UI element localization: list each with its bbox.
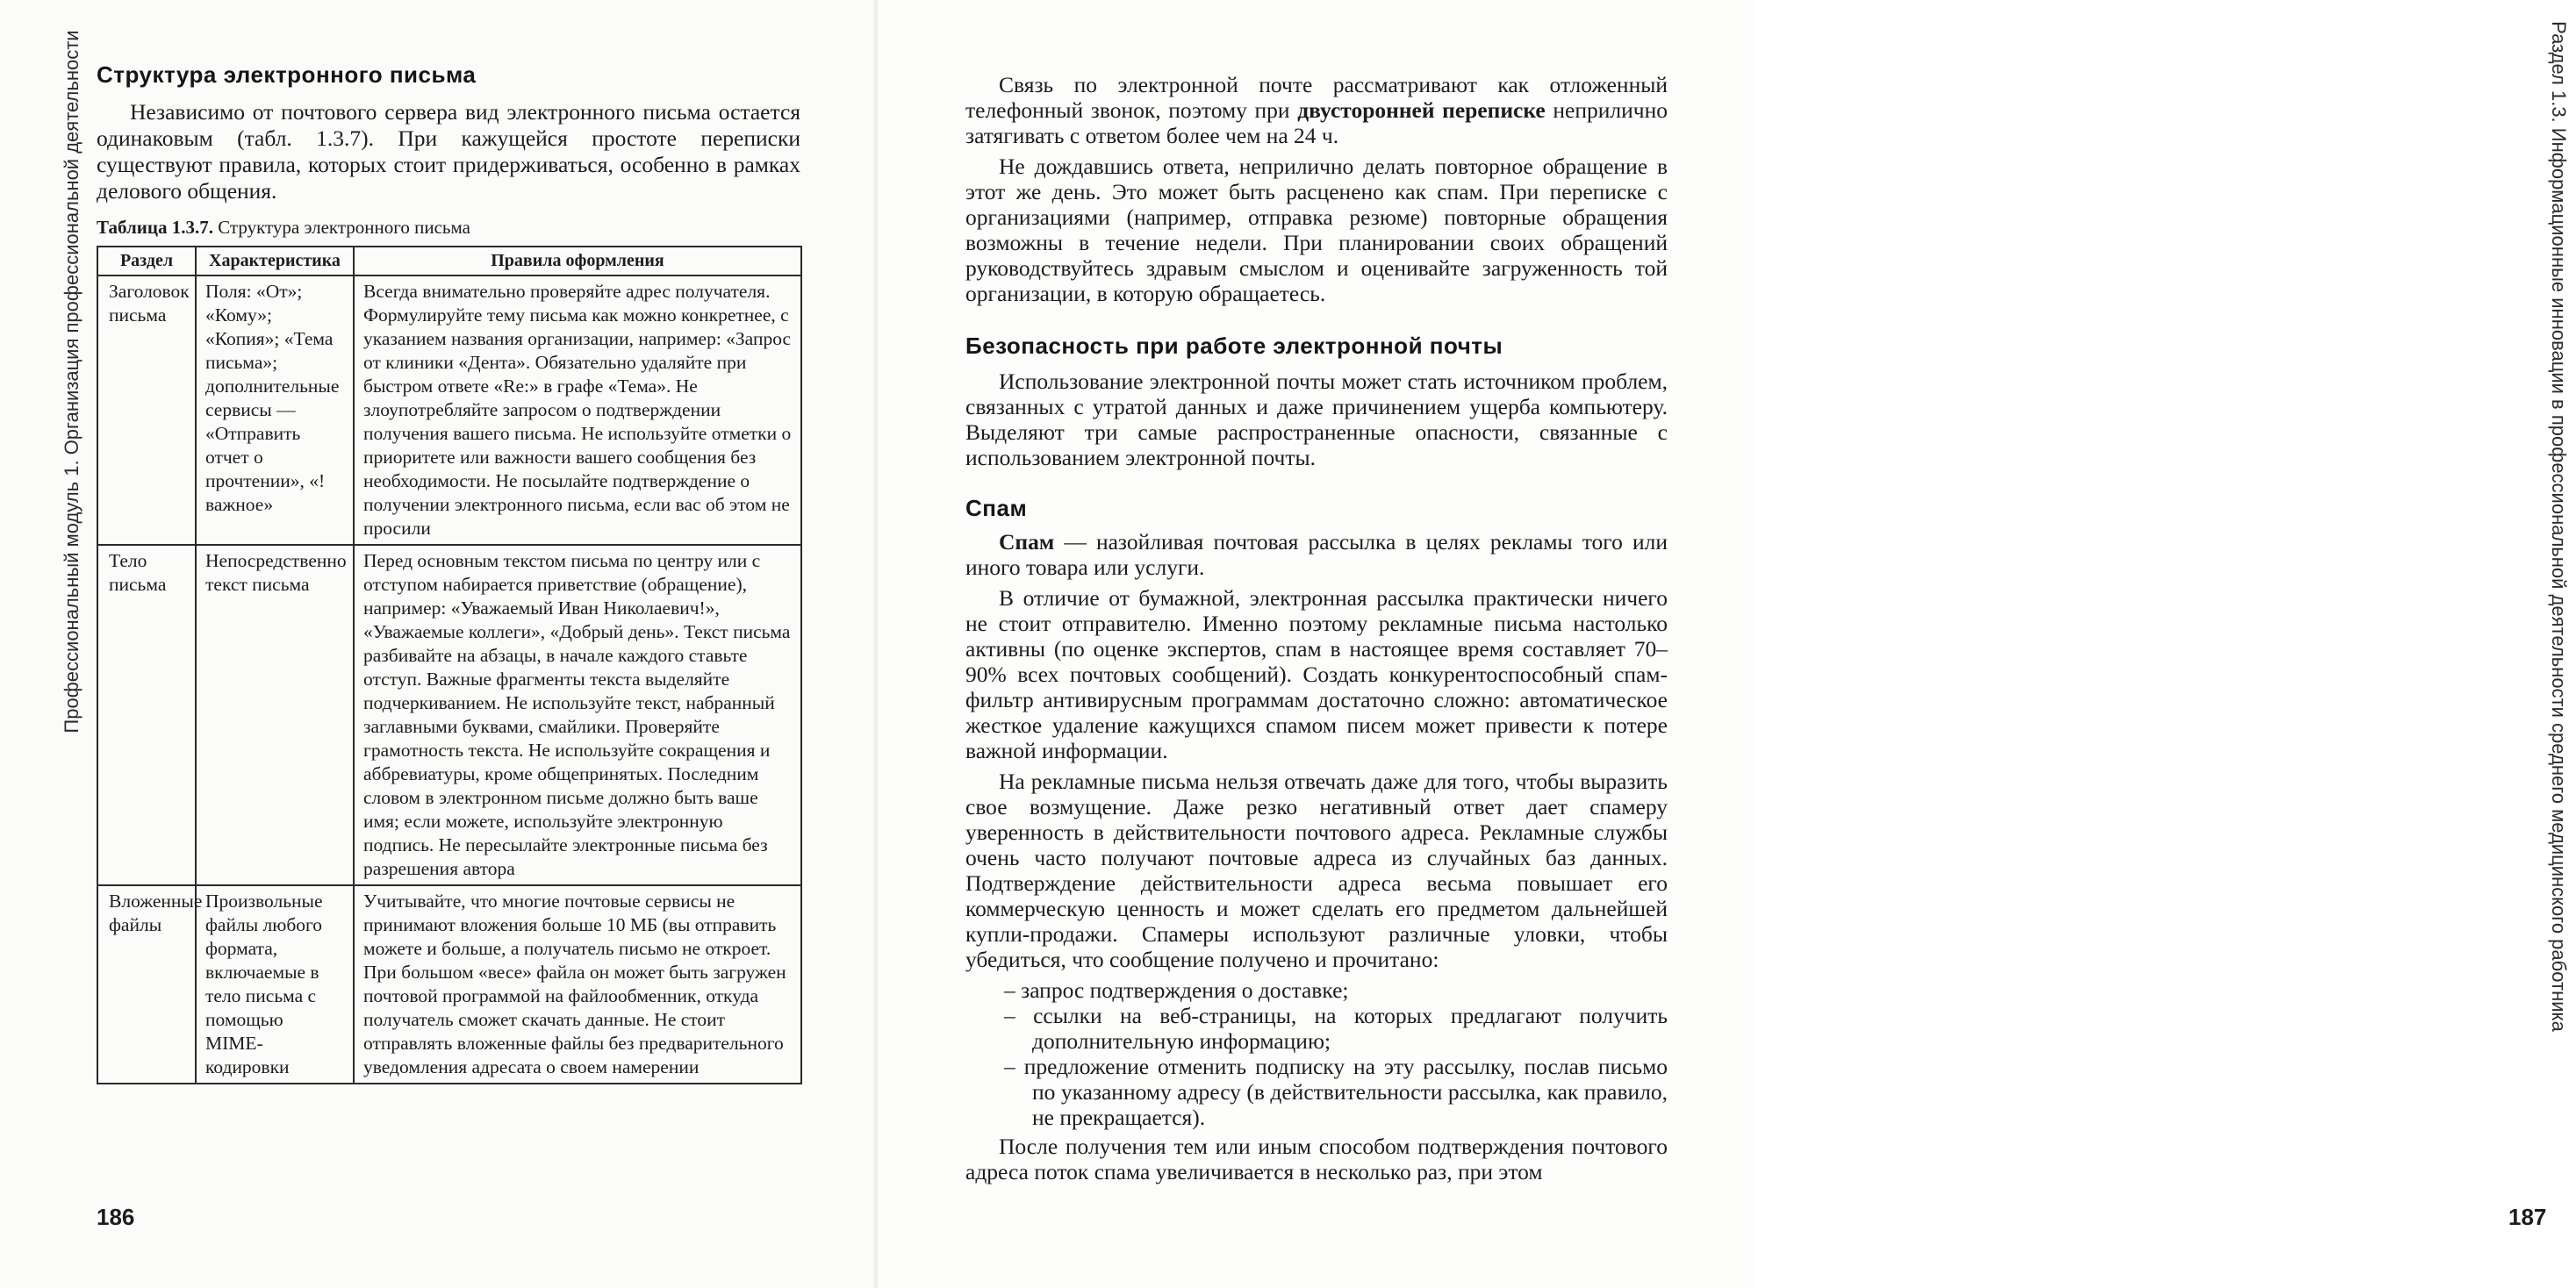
- table-row: [97, 885, 801, 1084]
- left-running-head: [54, 30, 90, 733]
- paragraph-text: Связь по электронной почте рассматривают как отложенный телефонный звонок, поэтому при: [965, 72, 1668, 123]
- left-column: [97, 61, 800, 1084]
- bold-term-two-way-correspondence: двусторонней переписке: [1297, 97, 1546, 123]
- page-number-left: 186: [97, 1204, 135, 1230]
- section-heading-spam: Спам: [965, 495, 1028, 521]
- table-cell-rules: Перед основным текстом письма по центру или с отступом набирается приветствие (обращение), например: «Уважаемый Иван Николаевич!», «Уважаемые коллеги», «Добрый день». Текст письма разбивайте на абзацы, в начале каждого ставьте отступ. Важные фрагменты текста выделяйте подчеркиванием. Не используйте текст, набранный заглавными буквами, смайлики. Проверяйте грамотность текста. Не используйте сокращения и аббревиатуры, кроме общепринятых. Последним словом в электронном письме должно быть ваше имя; если можете, используйте электронную подпись. Не пересылайте электронные письма без разрешения автора: [354, 545, 801, 885]
- intro-paragraph: Независимо от почтового сервера вид электронного письма остается одинаковым (табл. 1.3.7). При кажущейся простоте переписки существуют правила, которых стоит придерживаться, особенно в рамках делового общения.: [97, 99, 800, 204]
- page-number-right: 187: [2508, 1204, 2547, 1230]
- table-cell-characteristic: Поля: «От»; «Кому»; «Копия»; «Тема письма»; дополнительные сервисы — «Отправить отчет о прочтении», «!важное»: [196, 275, 354, 545]
- list-item: – запрос подтверждения о доставке;: [1004, 977, 1349, 1003]
- left-running-head-text: Профессиональный модуль 1. Организация профессиональной деятельности: [61, 30, 83, 733]
- table-cell-rules: Всегда внимательно проверяйте адрес получателя. Формулируйте тему письма как можно конкретнее, с указанием названия организации, например: «Запрос от клиники «Дента». Обязательно удаляйте при быстром ответе «Re:» в графе «Тема». Не злоупотребляйте запросом о подтверждении получения вашего письма. Не используйте отметки о приоритете или важности вашего сообщения без необходимости. Не посылайте подтверждение о получении электронного письма, если вас об этом не просили: [354, 275, 801, 545]
- paragraph-text: — назойливая почтовая рассылка в целях рекламы того или иного товара или услуги.: [965, 529, 1668, 580]
- table-header-cell: Раздел: [97, 247, 196, 275]
- paragraph-repeat-request: Не дождавшись ответа, неприлично делать повторное обращение в этот же день. Это может быть расценено как спам. При переписке с организациями (например, отправка резюме) повторные обращения возможны в течение недели. При планировании своих обращений руководствуйтесь здравым смыслом и оценивайте загруженность той организации, в которую обращаетесь.: [965, 154, 1668, 306]
- list-item: – ссылки на веб-страницы, на которых предлагают получить дополнительную информацию;: [1004, 1003, 1668, 1054]
- table-header-cell: Правила оформления: [354, 247, 801, 275]
- right-column: [965, 72, 1668, 1190]
- right-running-head-text: Раздел 1.3. Информационные инновации в профессиональной деятельности среднего медицинского работника: [2548, 21, 2570, 1032]
- table-caption: [97, 217, 800, 239]
- paragraph-spam-cost: В отличие от бумажной, электронная рассылка практически ничего не стоит отправителю. Именно поэтому рекламные письма настолько активны (по оценке экспертов, спам в настоящее время составляет 70–90% всех почтовых сообщений). Создать конкурентоспособный спам-фильтр антивирусным программам достаточно сложно: автоматическое жесткое удаление кажущихся спамом писем может привести к потере важной информации.: [965, 585, 1668, 763]
- paragraph-spam-definition: [965, 529, 1668, 580]
- bold-term-spam: Спам: [999, 529, 1055, 555]
- section-heading-structure: Структура электронного письма: [97, 61, 477, 88]
- email-structure-table: [97, 246, 802, 1084]
- table-cell-section: Заголовок письма: [97, 275, 196, 545]
- table-cell-rules: Учитывайте, что многие почтовые сервисы не принимают вложения больше 10 МБ (вы отправить можете и больше, а получатель письмо не откроет. При большом «весе» файла он может быть загружен почтовой программой на файлообменник, откуда получатель сможет скачать данные. Не стоит отправлять вложенные файлы без предварительного уведомления адресата о своем намерении: [354, 885, 801, 1084]
- right-running-head: [2541, 21, 2576, 1032]
- table-caption-text: Структура электронного письма: [218, 217, 470, 238]
- section-heading-security: Безопасность при работе электронной почты: [965, 333, 1503, 359]
- paragraph-security-intro: Использование электронной почты может стать источником проблем, связанных с утратой данных и даже причинением ущерба компьютеру. Выделяют три самые распространенные опасности, связанные с использованием электронной почты.: [965, 369, 1668, 470]
- paragraph-delayed-call: [965, 72, 1668, 148]
- paragraph-text: неприлично затягивать с ответом более чем на 24 ч.: [965, 97, 1668, 148]
- table-cell-section: Вложенные файлы: [97, 885, 196, 1084]
- table-header-row: [97, 247, 801, 275]
- table-cell-characteristic: Произвольные файлы любого формата, включаемые в тело письма с помощью MIME-кодировки: [196, 885, 354, 1084]
- paragraph-spam-reply: На рекламные письма нельзя отвечать даже для того, чтобы выразить свое возмущение. Даже резко негативный ответ дает спамеру уверенность в действительности почтового адреса. Рекламные службы очень часто получают почтовые адреса из случайных баз данных. Подтверждение действительности адреса весьма повышает его коммерческую ценность и может сделать его предметом дальнейшей купли-продажи. Спамеры используют различные уловки, чтобы убедиться, что сообщение получено и прочитано:: [965, 769, 1668, 972]
- table-row: [97, 275, 801, 545]
- paragraph-spam-flow: После получения тем или иным способом подтверждения почтового адреса поток спама увеличивается в несколько раз, при этом: [965, 1134, 1668, 1184]
- left-page: [0, 0, 878, 1288]
- table-cell-section: Тело письма: [97, 545, 196, 885]
- list-item: – предложение отменить подписку на эту рассылку, послав письмо по указанному адресу (в действительности рассылка, как правило, не прекращается).: [1004, 1054, 1668, 1130]
- table-header-cell: Характеристика: [196, 247, 354, 275]
- table-row: [97, 545, 801, 885]
- table-cell-characteristic: Непосредственно текст письма: [196, 545, 354, 885]
- spam-tricks-list: [965, 977, 1668, 1130]
- table-caption-label: Таблица 1.3.7.: [97, 217, 213, 238]
